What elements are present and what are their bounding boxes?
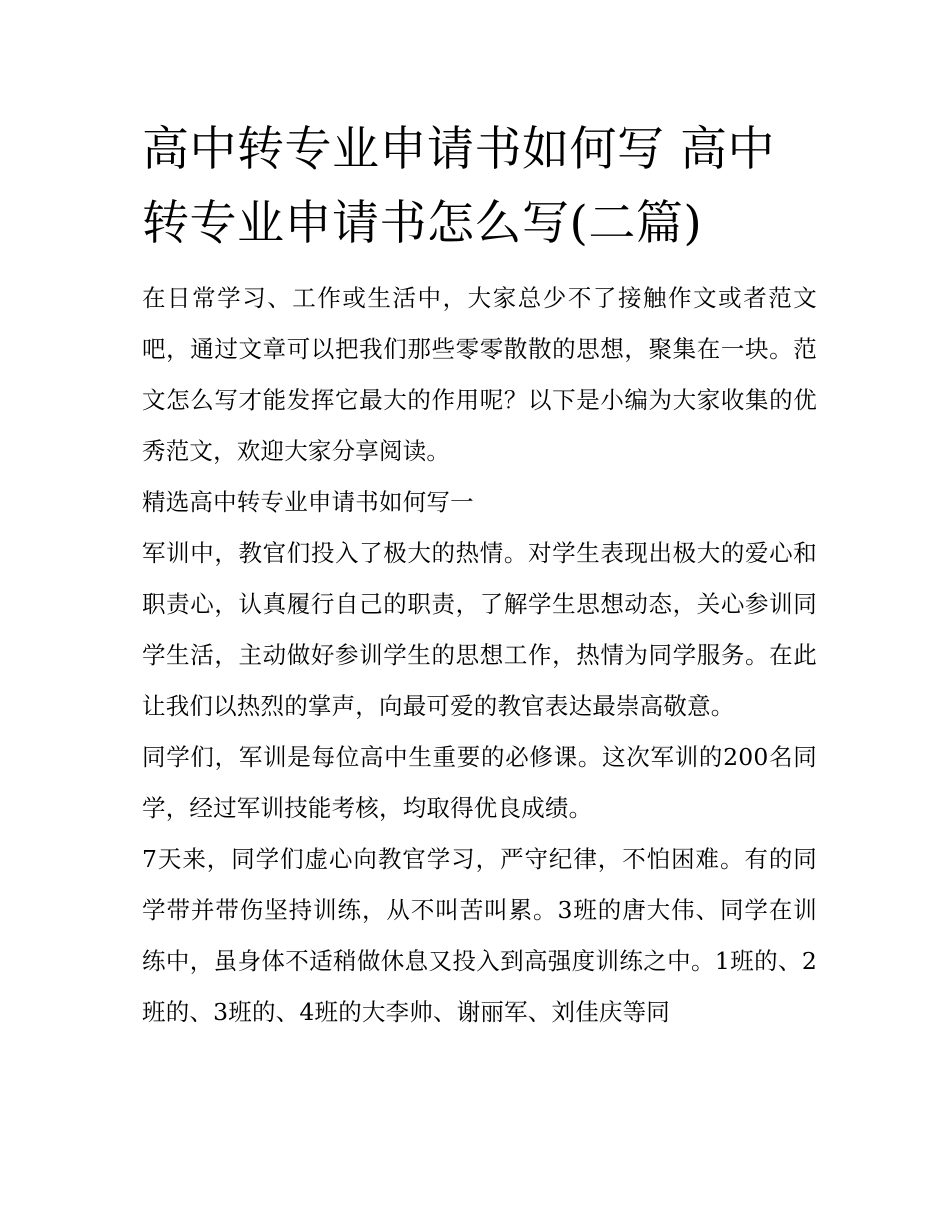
document-body [142,113,817,1038]
document-title: 高中转专业申请书如何写 高中转专业申请书怎么写(二篇) [142,122,775,251]
section-heading: 精选高中转专业申请书如何写一 [142,488,474,516]
body-paragraph: 同学们，军训是每位高中生重要的必修课。这次军训的200名同学，经过军训技能考核，均取得优良成绩。 [142,743,817,822]
body-paragraph: 7天来，同学们虚心向教官学习，严守纪律，不怕困难。有的同学带并带伤坚持训练，从不叫苦叫累。3班的唐大伟、同学在训练中，虽身体不适稍做休息又投入到高强度训练之中。1班的、2班的、3班的、4班的大李帅、谢丽军、刘佳庆等同 [142,845,817,1026]
body-paragraph: 军训中，教官们投入了极大的热情。对学生表现出极大的爱心和职责心，认真履行自己的职责，了解学生思想动态，关心参训同学生活，主动做好参训学生的思想工作，热情为同学服务。在此让我们以热烈的掌声，向最可爱的教官表达最崇高敬意。 [142,539,817,720]
intro-paragraph: 在日常学习、工作或生活中，大家总少不了接触作文或者范文吧，通过文章可以把我们那些零零散散的思想，聚集在一块。范文怎么写才能发挥它最大的作用呢？以下是小编为大家收集的优秀范文，欢迎大家分享阅读。 [142,284,817,465]
